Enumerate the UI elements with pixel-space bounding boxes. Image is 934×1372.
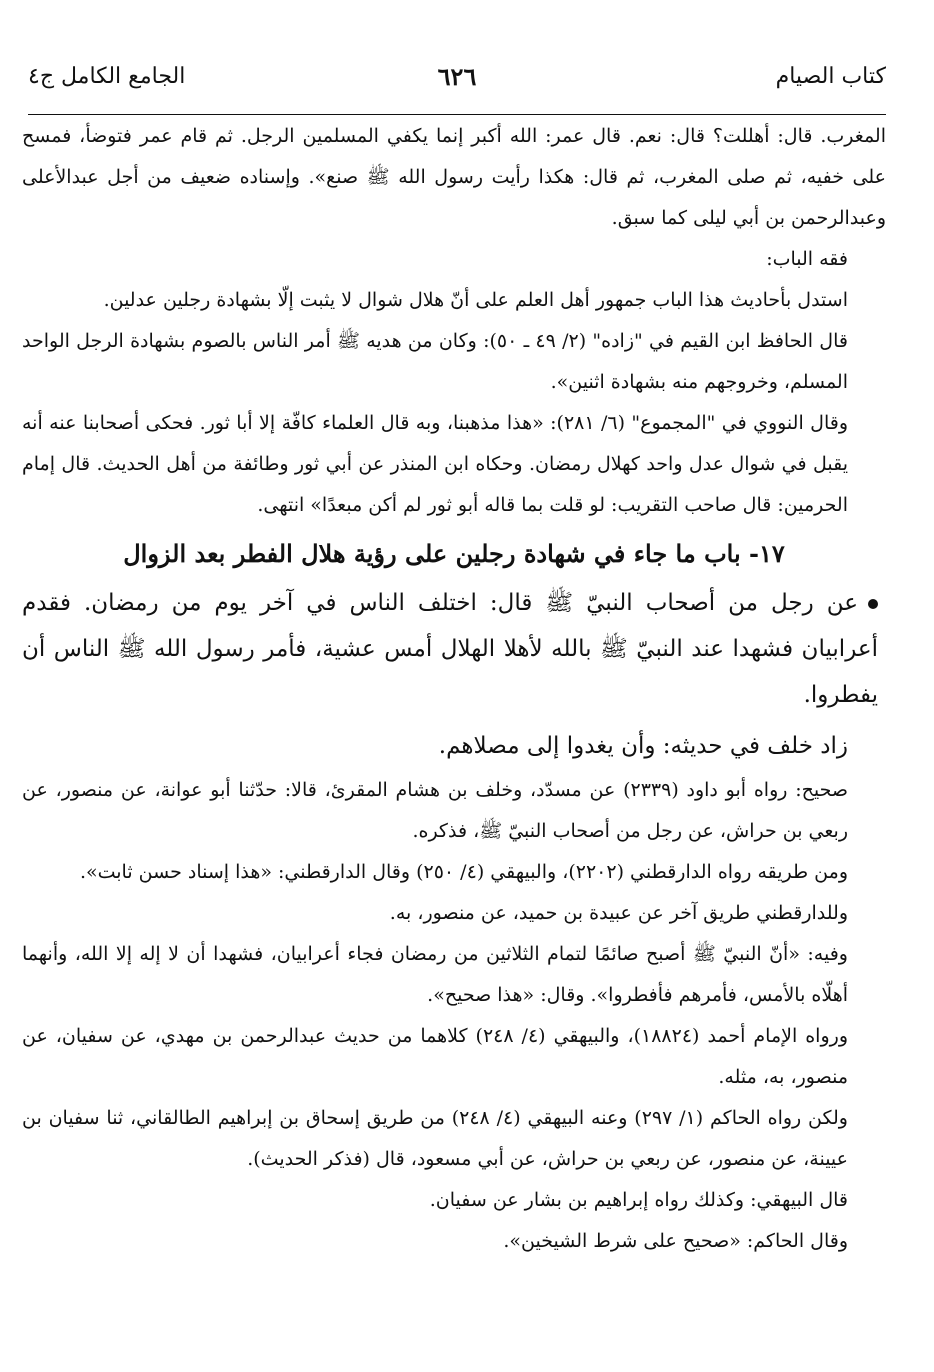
running-header: [28, 58, 886, 115]
takhrij-paragraph: وقال الحاكم: «صحيح على شرط الشيخين».: [503, 1230, 848, 1252]
paragraph-continuation: المغرب. قال: أهللت؟ قال: نعم. قال عمر: الله أكبر إنما يكفي المسلمين الرجل. ثم قام عمر فتوضأ، فمسح على خفيه، ثم صلى المغرب، ثم قال: هكذا رأيت رسول الله ﷺ صنع». وإسناده ضعيف من أجل عبدالأعلى وعبدالرحمن بن أبي ليلى كما سبق.: [22, 125, 886, 229]
paragraph: قال الحافظ ابن القيم في "زاده" (٢/ ٤٩ ـ ٥٠): وكان من هديه ﷺ أمر الناس بالصوم بشهادة الرجل الواحد المسلم، وخروجهم منه بشهادة اثنين».: [22, 330, 848, 393]
book-title: كتاب الصيام: [775, 64, 886, 89]
page-number: ٦٢٦: [437, 62, 477, 91]
fiqh-heading: فقه الباب:: [766, 248, 848, 270]
page-body: [22, 116, 886, 1262]
takhrij-paragraph: وفيه: «أنّ النبيّ ﷺ أصبح صائمًا لتمام الثلاثين من رمضان فجاء أعرابيان، فشهدا أن لا إله إلا الله، وأنهما أهلّاه بالأمس، فأمرهم فأفطروا». وقال: «هذا صحيح».: [22, 943, 848, 1006]
takhrij-paragraph: وللدارقطني طريق آخر عن عبيدة بن حميد، عن منصور، به.: [389, 902, 848, 924]
bullet-icon: [868, 599, 878, 609]
volume-title: الجامع الكامل ج٤: [28, 64, 186, 89]
takhrij-paragraph: ومن طريقه رواه الدارقطني (٢٢٠٢)، والبيهقي (٤/ ٢٥٠) وقال الدارقطني: «هذا إسناد حسن ثابت».: [79, 861, 848, 883]
takhrij-paragraph: ورواه الإمام أحمد (١٨٨٢٤)، والبيهقي (٤/ ٢٤٨) كلاهما من حديث عبدالرحمن بن مهدي، عن سفيان، عن منصور، به، مثله.: [22, 1025, 848, 1088]
hadith-addition: زاد خلف في حديثه: وأن يغدوا إلى مصلاهم.: [438, 733, 848, 759]
paragraph: استدل بأحاديث هذا الباب جمهور أهل العلم على أنّ هلال شوال لا يثبت إلّا بشهادة رجلين عدلين.: [103, 289, 848, 311]
takhrij-paragraph: قال البيهقي: وكذلك رواه إبراهيم بن بشار عن سفيان.: [429, 1189, 848, 1211]
hadith-text: [22, 580, 886, 718]
chapter-heading: ١٧- باب ما جاء في شهادة رجلين على رؤية هلال الفطر بعد الزوال: [123, 539, 785, 568]
paragraph: وقال النووي في "المجموع" (٦/ ٢٨١): «هذا مذهبنا، وبه قال العلماء كافّة إلا أبا ثور. فحكى أصحابنا عنه أنه يقبل في شوال عدل واحد كهلال رمضان. وحكاه ابن المنذر عن أبي ثور وطائفة من أهل الحديث. قال إمام الحرمين: قال صاحب التقريب: لو قلت بما قاله أبو ثور لم أكن مبعدًا» انتهى.: [22, 412, 848, 516]
takhrij-paragraph: ولكن رواه الحاكم (١/ ٢٩٧) وعنه البيهقي (٤/ ٢٤٨) من طريق إسحاق بن إبراهيم الطالقاني، ثنا سفيان بن عيينة، عن منصور، عن ربعي بن حراش، عن أبي مسعود، قال (فذكر الحديث).: [22, 1107, 848, 1170]
takhrij-paragraph: صحيح: رواه أبو داود (٢٣٣٩) عن مسدّد، وخلف بن هشام المقرئ، قالا: حدّثنا أبو عوانة، عن منصور، عن ربعي بن حراش، عن رجل من أصحاب النبيّ ﷺ، فذكره.: [22, 779, 848, 842]
hadith-body: عن رجل من أصحاب النبيّ ﷺ قال: اختلف الناس في آخر يوم من رمضان. فقدم أعرابيان فشهدا عند النبيّ ﷺ بالله لأهلا الهلال أمس عشية، فأمر رسول الله ﷺ الناس أن يفطروا.: [22, 590, 878, 708]
